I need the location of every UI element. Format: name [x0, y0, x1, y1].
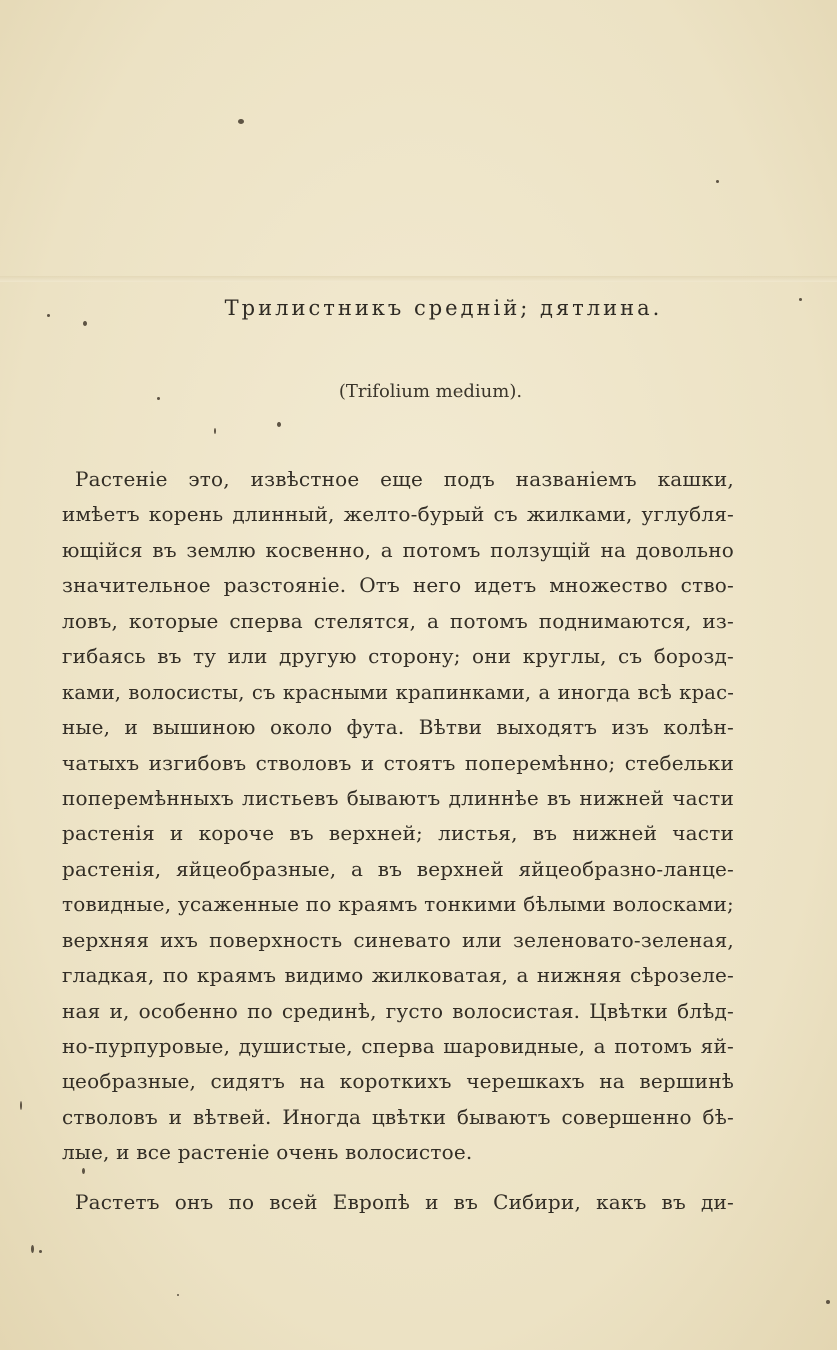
text-line: цеобразные, сидятъ на короткихъ черешкахъ на вершинѣ — [62, 1069, 734, 1094]
text-line: ловъ, которые сперва стелятся, а потомъ поднимаются, из- — [62, 608, 734, 633]
ink-speck — [277, 422, 281, 427]
text-line: значительное разстояніе. Отъ него идетъ множество ство- — [62, 573, 734, 598]
ink-speck — [83, 321, 87, 326]
text-line: гибаясь въ ту или другую сторону; они круглы, съ борозд- — [62, 644, 734, 669]
ink-speck — [214, 428, 216, 434]
text-line: растенія и короче въ верхней; листья, въ нижней части — [62, 821, 734, 846]
text-line: но-пурпуровые, душистые, сперва шаровидные, а потомъ яй- — [62, 1034, 734, 1058]
text-line: стволовъ и вѣтвей. Иногда цвѣтки бываютъ совершенно бѣ- — [62, 1104, 734, 1129]
page-title: Трилистникъ средній; дятлина. — [224, 296, 663, 320]
text-line: ные, и вышиною около фута. Вѣтви выходятъ изъ колѣн- — [62, 715, 734, 740]
text-line: растенія, яйцеобразные, а въ верхней яйцеобразно-ланце- — [62, 856, 734, 881]
text-line: лые, и все растеніе очень волосистое. — [62, 1140, 473, 1165]
paragraph-2 — [62, 1185, 734, 1220]
text-line: чатыхъ изгибовъ стволовъ и стоятъ поперемѣнно; стебельки — [62, 750, 734, 775]
text-line: ющійся въ землю косвенно, а потомъ ползущій на довольно — [62, 537, 734, 562]
page-crease — [0, 276, 837, 282]
text-line: поперемѣнныхъ листьевъ бываютъ длиннѣе въ нижней части — [62, 785, 734, 810]
text-line: верхняя ихъ поверхность синевато или зеленовато-зеленая, — [62, 927, 734, 952]
text-line: товидные, усаженные по краямъ тонкими бѣлыми волосками; — [62, 892, 734, 917]
text-line: Растетъ онъ по всей Европѣ и въ Сибири, какъ въ ди- — [75, 1190, 734, 1214]
ink-speck — [238, 119, 244, 124]
ink-speck — [716, 180, 719, 183]
text-line: ками, волосисты, съ красными крапинками, а иногда всѣ крас- — [62, 680, 734, 704]
latin-name-subtitle: (Trifolium medium). — [338, 381, 523, 402]
ink-speck — [826, 1300, 830, 1304]
ink-speck — [39, 1250, 42, 1253]
text-line: гладкая, по краямъ видимо жилковатая, а нижняя сѣрозеле- — [62, 963, 734, 988]
paragraph-1 — [62, 462, 734, 1171]
ink-speck — [20, 1101, 22, 1110]
ink-speck — [177, 1294, 179, 1296]
ink-speck — [31, 1245, 34, 1253]
text-line: имѣетъ корень длинный, желто-бурый съ жилками, углубля- — [62, 502, 734, 527]
text-line: ная и, особенно по срединѣ, густо волосистая. Цвѣтки блѣд- — [62, 998, 734, 1023]
text-line: Растеніе это, извѣстное еще подъ названіемъ кашки, — [75, 467, 734, 491]
